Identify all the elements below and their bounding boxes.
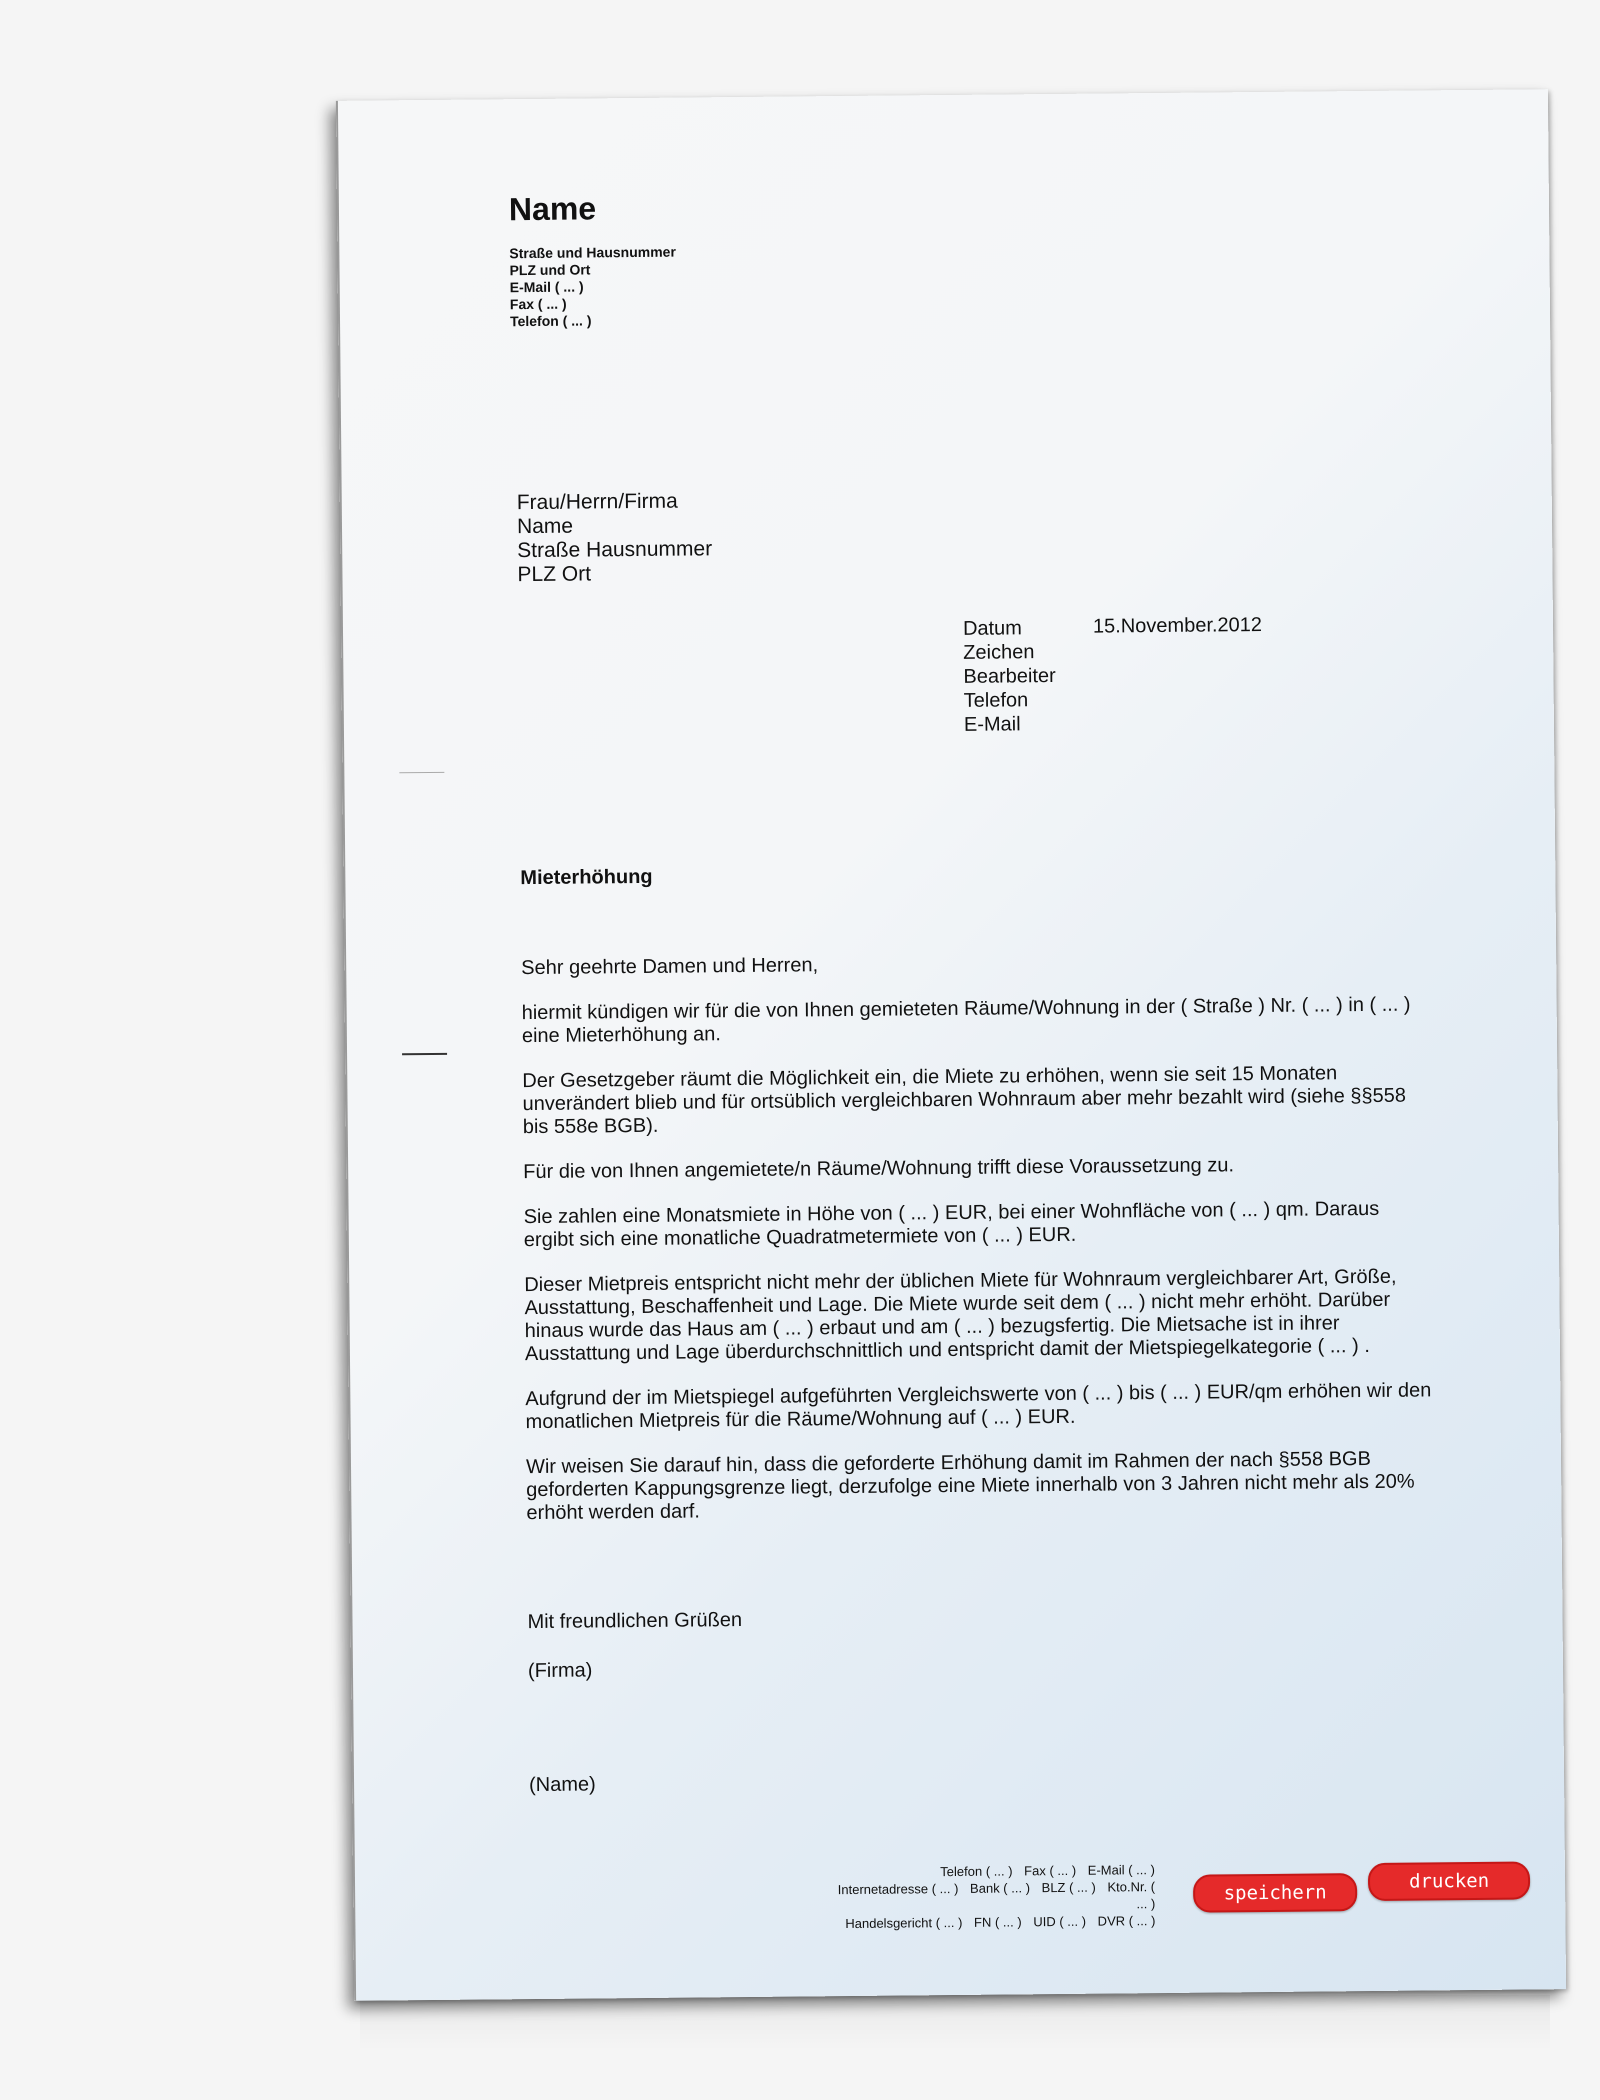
body-paragraph: hiermit kündigen wir für die von Ihnen gemieteten Räume/Wohnung in der ( Straße ) Nr. ( ... ) in ( ... ) eine Mieterhöhung an. xyxy=(521,993,1411,1048)
body-paragraph: Für die von Ihnen angemietete/n Räume/Wohnung trifft diese Voraussetzung zu. xyxy=(523,1154,1235,1184)
recipient-salutation: Frau/Herrn/Firma xyxy=(516,489,678,515)
signature-name: (Name) xyxy=(528,1773,596,1797)
sender-address xyxy=(509,244,676,331)
meta-label-phone: Telefon xyxy=(963,689,1029,712)
sender-fax: Fax ( ... ) xyxy=(509,295,567,313)
body-paragraph: Dieser Mietpreis entspricht nicht mehr der üblichen Miete für Wohnraum vergleichbarer Art, Größe, Ausstattung, Beschaffenheit und Lage. Die Miete wurde seit dem ( ... ) nicht mehr erhöht. Darüber hinaus wurde das Haus am ( ... ) erbaut und am ( ... ) bezugsfertig. Die Mietsache ist in ihrer Ausstattung und Lage überdurchschnittlich und entspricht damit der Mietspiegelkategorie ( ... ) . xyxy=(524,1265,1397,1366)
footer-uid: UID ( ... ) xyxy=(1033,1913,1087,1930)
recipient-street: Straße Hausnummer xyxy=(517,537,713,563)
sender-name: Name xyxy=(508,190,597,228)
body-paragraph: Wir weisen Sie darauf hin, dass die geforderte Erhöhung damit im Rahmen der nach §558 BGB geforderten Kappungsgrenze liegt, derzufolge eine Miete innerhalb von 3 Jahren nicht mehr als 20% erhöht werden darf. xyxy=(525,1447,1415,1525)
body-paragraph: Der Gesetzgeber räumt die Möglichkeit ein, die Miete zu erhöhen, wenn sie seit 15 Monaten unverändert blieb und für ortsüblich vergleichbaren Wohnraum aber mehr bezahlt wird (siehe §§558 bis 558e BGB). xyxy=(522,1062,1407,1139)
footer-blz: BLZ ( ... ) xyxy=(1041,1879,1096,1896)
recipient-address xyxy=(517,489,713,587)
meta-label-email: E-Mail xyxy=(963,713,1021,736)
footer-bank: Bank ( ... ) xyxy=(969,1880,1031,1896)
footer-website: Internetadresse ( ... ) xyxy=(837,1880,959,1898)
footer-account: Kto.Nr. ( ... ) xyxy=(1107,1879,1156,1912)
meta-label-clerk: Bearbeiter xyxy=(963,664,1056,688)
save-button[interactable]: speichern xyxy=(1193,1873,1357,1913)
closing-firm: (Firma) xyxy=(527,1659,593,1683)
fold-mark xyxy=(399,772,444,773)
body-paragraph: Sie zahlen eine Monatsmiete in Höhe von ( ... ) EUR, bei einer Wohnfläche von ( ... ) qm. Daraus ergibt sich eine monatliche Quadratmetermiete von ( ... ) EUR. xyxy=(523,1197,1380,1252)
body-salutation: Sehr geehrte Damen und Herren, xyxy=(521,954,819,980)
letter-footer xyxy=(820,1861,1156,1932)
meta-block xyxy=(963,616,1056,737)
page-reflection xyxy=(360,1995,1550,2050)
sender-city: PLZ und Ort xyxy=(509,261,591,279)
recipient-city: PLZ Ort xyxy=(517,562,592,587)
letter-body xyxy=(521,948,1437,1547)
sender-street: Straße und Hausnummer xyxy=(509,243,676,262)
print-button[interactable]: drucken xyxy=(1368,1861,1530,1901)
meta-date-value: 15.November.2012 xyxy=(1092,613,1263,638)
footer-dvr: DVR ( ... ) xyxy=(1097,1913,1156,1929)
sender-email: E-Mail ( ... ) xyxy=(509,278,584,296)
footer-fax: Fax ( ... ) xyxy=(1024,1862,1077,1879)
footer-row xyxy=(820,1912,1155,1932)
meta-label-date: Datum xyxy=(962,617,1023,640)
recipient-name: Name xyxy=(516,514,574,539)
footer-row xyxy=(820,1878,1155,1915)
footer-court: Handelsgericht ( ... ) xyxy=(845,1914,963,1932)
letter-page xyxy=(336,89,1566,2001)
footer-fn: FN ( ... ) xyxy=(973,1914,1022,1930)
body-paragraph: Aufgrund der im Mietspiegel aufgeführten Vergleichswerte von ( ... ) bis ( ... ) EUR/qm erhöhen wir den monatlichen Mietpreis für die Räume/Wohnung auf ( ... ) EUR. xyxy=(525,1379,1432,1434)
sender-phone: Telefon ( ... ) xyxy=(509,312,592,330)
meta-label-reference: Zeichen xyxy=(963,641,1035,664)
punch-mark xyxy=(402,1053,447,1055)
closing-greeting: Mit freundlichen Grüßen xyxy=(527,1609,743,1634)
footer-phone: Telefon ( ... ) xyxy=(940,1863,1013,1880)
footer-email: E-Mail ( ... ) xyxy=(1087,1862,1155,1878)
letter-subject: Mieterhöhung xyxy=(520,865,653,890)
closing-block xyxy=(527,1609,742,1709)
